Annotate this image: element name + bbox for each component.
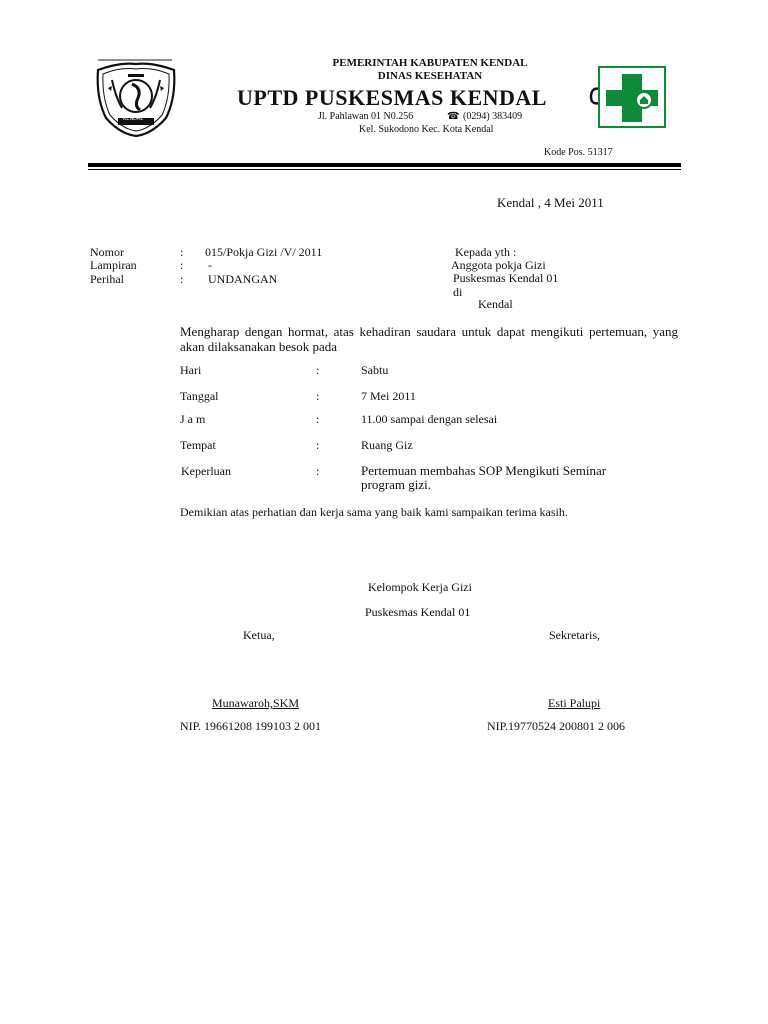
header-rule-thick [88,163,681,167]
detail-sep: : [316,363,320,377]
detail-sep: : [316,389,320,403]
emblem-label: KENDAL [123,116,144,122]
detail-label-tempat: Tempat [180,438,216,452]
postcode: Kode Pos. 51317 [544,147,613,158]
signature-group: Kelompok Kerja Gizi [368,580,472,594]
meta-value-lampiran: - [208,258,212,272]
kendal-regency-emblem [92,58,180,138]
left-nip: NIP. 19661208 199103 2 001 [180,719,322,733]
meta-value-nomor: 015/Pokja Gizi /V/ 2011 [205,245,323,259]
gov-line: PEMERINTAH KABUPATEN KENDAL [332,57,528,69]
meta-label-lampiran: Lampiran [90,258,137,272]
meta-sep: : [180,272,184,286]
meta-value-perihal: UNDANGAN [208,272,278,286]
address-line-1: Jl. Pahlawan 01 N0.256 [318,111,414,122]
detail-value-keperluan-2: program gizi. [361,477,432,492]
left-signatory-name: Munawaroh,SKM [212,696,299,710]
recipient-line-5: Kendal [478,297,513,311]
detail-value-hari: Sabtu [361,363,389,377]
detail-value-tanggal: 7 Mei 2011 [361,389,416,403]
right-role: Sekretaris, [549,628,600,642]
right-signatory-name: Esti Palupi [548,696,601,710]
puskesmas-cross-logo [598,66,666,128]
header-rule-thin [88,169,681,170]
right-nip: NIP.19770524 200801 2 006 [487,719,626,733]
meta-label-nomor: Nomor [90,245,124,259]
dept-line: DINAS KESEHATAN [377,70,483,82]
detail-sep: : [316,438,320,452]
detail-label-tanggal: Tanggal [180,389,219,403]
detail-label-keperluan: Keperluan [181,464,231,478]
meta-label-perihal: Perihal [90,272,124,286]
letter-date: Kendal , 4 Mei 2011 [497,195,604,210]
left-role: Ketua, [243,628,275,642]
phone-number: (0294) 383409 [463,111,523,122]
detail-value-keperluan: Pertemuan membahas SOP Mengikuti Seminar [361,463,607,478]
detail-value-tempat: Ruang Giz [361,438,413,452]
recipient-line-4: di [453,285,463,299]
detail-label-hari: Hari [180,363,202,377]
telephone-icon: ☎ [447,111,460,122]
meta-sep: : [180,245,184,259]
recipient-line-3: Puskesmas Kendal 01 [453,271,559,285]
address-line-2: Kel. Sukodono Kec. Kota Kendal [359,124,494,135]
detail-label-jam: J a m [180,412,206,426]
signature-org: Puskesmas Kendal 01 [365,605,471,619]
recipient-line-2: Anggota pokja Gizi [451,258,546,272]
detail-sep: : [316,412,320,426]
intro-paragraph: Mengharap dengan hormat, atas kehadiran saudara untuk dapat mengikuti pertemuan, yang akan dilaksanakan besok pada [180,324,678,354]
closing-paragraph: Demikian atas perhatian dan kerja sama yang baik kami sampaikan terima kasih. [180,505,568,519]
recipient-line-1: Kepada yth : [455,245,517,259]
detail-value-jam: 11.00 sampai dengan selesai [361,412,498,426]
meta-sep: : [180,258,184,272]
letterhead-title: UPTD PUSKESMAS KENDAL [237,85,547,110]
detail-sep: : [316,464,320,478]
